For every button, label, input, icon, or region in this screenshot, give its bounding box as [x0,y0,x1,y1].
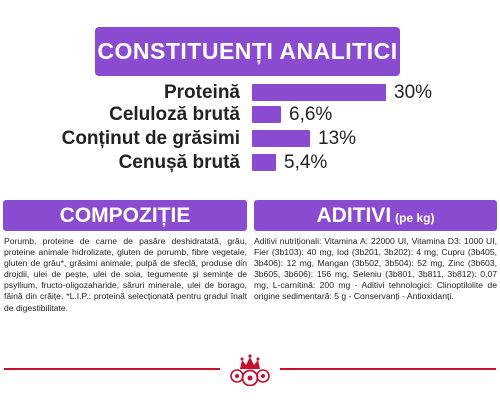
additives-text: Aditivi nutriționali: Vitamina A: 22000 UI, Vitamina D3: 1000 UI, Fier (3b103): 40 mg, Iod (3b201, 3b202): 4 mg, Cupru (3b405, 3b406): 12 mg, Mangan (3b502, 3b504): 52 mg, Zinc (3b603, 3b605, 3b606): 156 mg, Seleniu (3b801, 3b811, 3b812): 0,07 mg, L-carnitină: 200 mg - Aditivi tehnologici: Clinoptilolite de origine sedimentară: 5 g - Conservanți - Antioxidanți. [254,236,497,302]
analytic-label: Cenușă brută [118,152,240,173]
royal-canin-crown-icon [227,352,273,386]
analytic-row-fat [0,126,500,152]
analytic-label: Proteină [163,82,240,103]
analytic-row-ash [0,150,500,176]
analytics-title: CONSTITUENȚI ANALITICI [97,38,398,64]
analytic-value: 30% [394,82,433,103]
additives-subtitle: (pe kg) [395,210,435,225]
composition-text: Porumb, proteine de carne de pasăre deshidratată, grâu, proteine animale hidrolizate, gluten de porumb, fibre vegetale, gluten de grâu*, grăsimi animale, pulpă de sfeclă, produse din drojdii, ulei de pește, ulei de soia, tegumente și semințe de psyllium, fructo-oligozaharide, săruri minerale, ulei de borago, făină din crăițe. *L.I.P.: proteină selecționată pentru gradul înalt de digestibilitate. [4,236,247,313]
analytic-bar [252,154,276,171]
analytic-label: Conținut de grăsimi [61,128,240,149]
analytics-title-box [95,27,400,76]
analytic-label: Celuloză brută [109,104,240,125]
analytic-value: 5,4% [284,152,328,173]
analytic-value: 13% [318,128,357,149]
analytic-value: 6,6% [289,104,333,125]
composition-title: COMPOZIȚIE [59,203,191,227]
brand-line-left [4,368,220,370]
analytic-bar [252,106,281,123]
brand-line-right [280,368,496,370]
analytic-bar [252,130,310,147]
analytic-row-fiber [0,102,500,128]
composition-title-box [3,200,247,231]
additives-title: ADITIVI [316,203,392,227]
additives-title-box [254,200,497,231]
analytic-bar [252,84,386,101]
